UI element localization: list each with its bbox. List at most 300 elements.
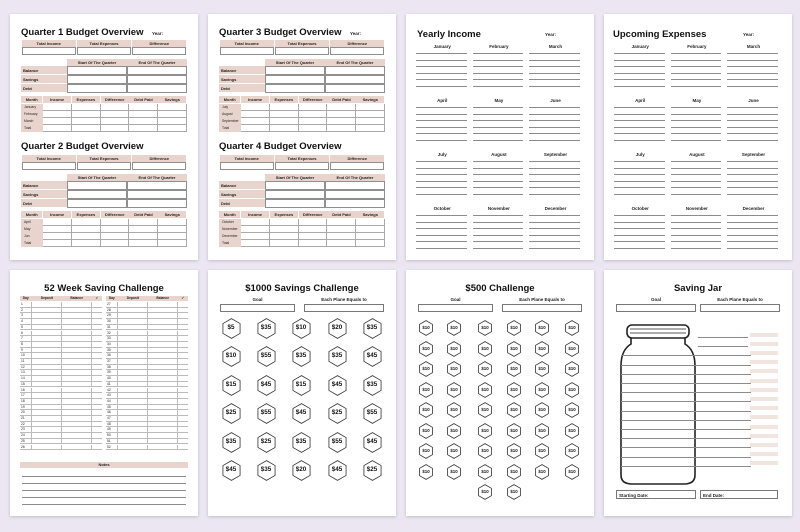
- table-cell[interactable]: [241, 111, 270, 118]
- entry-line[interactable]: [727, 187, 778, 188]
- hexagon-cell[interactable]: [221, 375, 242, 396]
- entry-line[interactable]: [529, 241, 580, 242]
- entry-line[interactable]: [671, 168, 722, 169]
- entry-line[interactable]: [614, 228, 665, 229]
- hexagon-cell[interactable]: [291, 346, 312, 367]
- entry-line[interactable]: [727, 127, 778, 128]
- table-cell[interactable]: [299, 240, 328, 247]
- hexagon-cell[interactable]: [534, 341, 550, 357]
- hexagon-cell[interactable]: [418, 464, 434, 480]
- hexagon-cell[interactable]: [477, 484, 493, 500]
- end-date-box[interactable]: [700, 490, 778, 499]
- table-cell[interactable]: [43, 111, 72, 118]
- table-cell[interactable]: [129, 219, 158, 226]
- hexagon-cell[interactable]: [256, 403, 277, 424]
- table-cell[interactable]: [72, 118, 101, 125]
- table-cell[interactable]: [356, 111, 385, 118]
- table-cell[interactable]: [43, 226, 72, 233]
- entry-line[interactable]: [671, 181, 722, 182]
- hexagon-cell[interactable]: [506, 382, 522, 398]
- hexagon-cell[interactable]: [221, 318, 242, 339]
- hexagon-cell[interactable]: [446, 443, 462, 459]
- table-cell[interactable]: [241, 104, 270, 111]
- table-cell[interactable]: [72, 233, 101, 240]
- entry-line[interactable]: [614, 60, 665, 61]
- entry-line[interactable]: [473, 222, 524, 223]
- table-cell[interactable]: [158, 125, 187, 132]
- entry-line[interactable]: [473, 73, 524, 74]
- entry-line[interactable]: [614, 235, 665, 236]
- hexagon-cell[interactable]: [506, 464, 522, 480]
- entry-line[interactable]: [416, 79, 467, 80]
- table-cell[interactable]: [356, 125, 385, 132]
- entry-line[interactable]: [529, 215, 580, 216]
- table-cell[interactable]: [241, 240, 270, 247]
- table-cell[interactable]: [158, 104, 187, 111]
- entry-line[interactable]: [671, 107, 722, 108]
- entry-line[interactable]: [473, 181, 524, 182]
- entry-line[interactable]: [671, 140, 722, 141]
- entry-line[interactable]: [671, 228, 722, 229]
- table-cell[interactable]: [101, 125, 130, 132]
- entry-line[interactable]: [416, 107, 467, 108]
- hexagon-cell[interactable]: [362, 375, 383, 396]
- entry-line[interactable]: [671, 187, 722, 188]
- entry-line[interactable]: [727, 86, 778, 87]
- entry-line[interactable]: [529, 133, 580, 134]
- entry-line[interactable]: [671, 161, 722, 162]
- entry-line[interactable]: [727, 222, 778, 223]
- table-cell[interactable]: [43, 233, 72, 240]
- table-cell[interactable]: [327, 125, 356, 132]
- table-cell[interactable]: [356, 226, 385, 233]
- table-cell[interactable]: [270, 118, 299, 125]
- hexagon-cell[interactable]: [564, 402, 580, 418]
- notes-line[interactable]: [22, 504, 186, 505]
- entry-line[interactable]: [671, 79, 722, 80]
- table-cell[interactable]: [129, 233, 158, 240]
- start-field[interactable]: [67, 181, 127, 190]
- table-cell[interactable]: [299, 226, 328, 233]
- entry-line[interactable]: [727, 79, 778, 80]
- entry-line[interactable]: [614, 140, 665, 141]
- entry-line[interactable]: [473, 241, 524, 242]
- entry-line[interactable]: [614, 53, 665, 54]
- entry-line[interactable]: [727, 66, 778, 67]
- table-cell[interactable]: [270, 240, 299, 247]
- entry-line[interactable]: [416, 140, 467, 141]
- hexagon-cell[interactable]: [256, 318, 277, 339]
- end-field[interactable]: [325, 181, 385, 190]
- entry-line[interactable]: [671, 133, 722, 134]
- entry-line[interactable]: [614, 161, 665, 162]
- table-cell[interactable]: [241, 233, 270, 240]
- entry-line[interactable]: [671, 53, 722, 54]
- jar-entry-line[interactable]: [621, 374, 751, 375]
- table-cell[interactable]: [241, 125, 270, 132]
- table-cell[interactable]: [72, 104, 101, 111]
- entry-line[interactable]: [529, 222, 580, 223]
- deposit-cell[interactable]: [118, 445, 148, 451]
- entry-line[interactable]: [416, 66, 467, 67]
- hexagon-cell[interactable]: [564, 320, 580, 336]
- hexagon-cell[interactable]: [418, 361, 434, 377]
- hexagon-cell[interactable]: [221, 403, 242, 424]
- entry-line[interactable]: [727, 107, 778, 108]
- hexagon-cell[interactable]: [564, 382, 580, 398]
- hexagon-cell[interactable]: [506, 423, 522, 439]
- entry-line[interactable]: [727, 60, 778, 61]
- entry-line[interactable]: [529, 228, 580, 229]
- start-field[interactable]: [265, 199, 325, 208]
- table-cell[interactable]: [270, 104, 299, 111]
- table-cell[interactable]: [270, 111, 299, 118]
- table-cell[interactable]: [72, 226, 101, 233]
- table-cell[interactable]: [270, 226, 299, 233]
- entry-line[interactable]: [473, 60, 524, 61]
- end-field[interactable]: [127, 190, 187, 199]
- entry-line[interactable]: [416, 235, 467, 236]
- entry-line[interactable]: [727, 114, 778, 115]
- hexagon-cell[interactable]: [221, 460, 242, 481]
- entry-line[interactable]: [529, 140, 580, 141]
- entry-line[interactable]: [473, 174, 524, 175]
- table-cell[interactable]: [129, 111, 158, 118]
- hexagon-cell[interactable]: [291, 375, 312, 396]
- hexagon-cell[interactable]: [477, 361, 493, 377]
- table-cell[interactable]: [299, 219, 328, 226]
- entry-line[interactable]: [416, 60, 467, 61]
- hexagon-cell[interactable]: [564, 423, 580, 439]
- entry-line[interactable]: [529, 127, 580, 128]
- table-cell[interactable]: [101, 233, 130, 240]
- hexagon-cell[interactable]: [327, 460, 348, 481]
- table-cell[interactable]: [43, 125, 72, 132]
- entry-line[interactable]: [529, 53, 580, 54]
- hexagon-cell[interactable]: [506, 320, 522, 336]
- jar-entry-line[interactable]: [698, 337, 748, 338]
- table-cell[interactable]: [356, 219, 385, 226]
- end-field[interactable]: [325, 66, 385, 75]
- table-cell[interactable]: [327, 118, 356, 125]
- entry-line[interactable]: [614, 241, 665, 242]
- entry-line[interactable]: [529, 107, 580, 108]
- entry-line[interactable]: [416, 222, 467, 223]
- summary-field[interactable]: [22, 162, 76, 170]
- table-cell[interactable]: [327, 240, 356, 247]
- jar-entry-line[interactable]: [698, 346, 748, 347]
- entry-line[interactable]: [671, 194, 722, 195]
- start-field[interactable]: [67, 84, 127, 93]
- end-field[interactable]: [127, 66, 187, 75]
- hexagon-cell[interactable]: [327, 375, 348, 396]
- hexagon-cell[interactable]: [534, 320, 550, 336]
- hexagon-cell[interactable]: [446, 341, 462, 357]
- table-cell[interactable]: [158, 240, 187, 247]
- table-cell[interactable]: [43, 219, 72, 226]
- entry-line[interactable]: [473, 120, 524, 121]
- entry-line[interactable]: [529, 161, 580, 162]
- end-field[interactable]: [325, 190, 385, 199]
- jar-entry-line[interactable]: [621, 438, 751, 439]
- entry-line[interactable]: [671, 215, 722, 216]
- starting-date-box[interactable]: [616, 490, 696, 499]
- hexagon-cell[interactable]: [446, 423, 462, 439]
- table-cell[interactable]: [327, 233, 356, 240]
- end-field[interactable]: [325, 84, 385, 93]
- entry-line[interactable]: [614, 194, 665, 195]
- entry-line[interactable]: [671, 66, 722, 67]
- hexagon-cell[interactable]: [362, 460, 383, 481]
- table-cell[interactable]: [356, 118, 385, 125]
- hexagon-cell[interactable]: [362, 432, 383, 453]
- table-cell[interactable]: [129, 125, 158, 132]
- jar-entry-line[interactable]: [621, 383, 751, 384]
- entry-line[interactable]: [473, 168, 524, 169]
- entry-line[interactable]: [529, 120, 580, 121]
- entry-line[interactable]: [473, 187, 524, 188]
- entry-line[interactable]: [416, 120, 467, 121]
- entry-line[interactable]: [416, 86, 467, 87]
- jar-entry-line[interactable]: [621, 411, 751, 412]
- hexagon-cell[interactable]: [291, 403, 312, 424]
- summary-field[interactable]: [330, 47, 384, 55]
- notes-line[interactable]: [22, 490, 186, 491]
- hexagon-cell[interactable]: [446, 402, 462, 418]
- entry-line[interactable]: [614, 73, 665, 74]
- entry-line[interactable]: [671, 222, 722, 223]
- hexagon-cell[interactable]: [418, 443, 434, 459]
- hexagon-cell[interactable]: [564, 443, 580, 459]
- table-cell[interactable]: [158, 219, 187, 226]
- entry-line[interactable]: [529, 114, 580, 115]
- table-cell[interactable]: [129, 118, 158, 125]
- table-cell[interactable]: [72, 125, 101, 132]
- hexagon-cell[interactable]: [506, 341, 522, 357]
- table-cell[interactable]: [158, 118, 187, 125]
- hexagon-cell[interactable]: [256, 346, 277, 367]
- hexagon-cell[interactable]: [506, 484, 522, 500]
- table-cell[interactable]: [270, 233, 299, 240]
- entry-line[interactable]: [529, 73, 580, 74]
- entry-line[interactable]: [529, 174, 580, 175]
- entry-line[interactable]: [529, 235, 580, 236]
- summary-field[interactable]: [77, 47, 131, 55]
- table-cell[interactable]: [101, 219, 130, 226]
- hexagon-cell[interactable]: [221, 346, 242, 367]
- table-cell[interactable]: [72, 219, 101, 226]
- entry-line[interactable]: [614, 187, 665, 188]
- end-field[interactable]: [127, 75, 187, 84]
- entry-line[interactable]: [416, 114, 467, 115]
- hexagon-cell[interactable]: [506, 443, 522, 459]
- entry-line[interactable]: [727, 73, 778, 74]
- jar-entry-line[interactable]: [621, 392, 751, 393]
- entry-line[interactable]: [671, 174, 722, 175]
- entry-line[interactable]: [671, 86, 722, 87]
- balance-cell[interactable]: [148, 445, 178, 451]
- table-cell[interactable]: [72, 240, 101, 247]
- end-field[interactable]: [127, 84, 187, 93]
- table-cell[interactable]: [299, 125, 328, 132]
- hexagon-cell[interactable]: [327, 346, 348, 367]
- summary-field[interactable]: [77, 162, 131, 170]
- table-cell[interactable]: [129, 240, 158, 247]
- hexagon-cell[interactable]: [477, 443, 493, 459]
- table-cell[interactable]: [327, 226, 356, 233]
- entry-line[interactable]: [671, 73, 722, 74]
- table-cell[interactable]: [270, 125, 299, 132]
- start-field[interactable]: [67, 190, 127, 199]
- entry-line[interactable]: [727, 194, 778, 195]
- table-cell[interactable]: [72, 111, 101, 118]
- hexagon-cell[interactable]: [327, 432, 348, 453]
- summary-field[interactable]: [22, 47, 76, 55]
- table-cell[interactable]: [299, 233, 328, 240]
- entry-line[interactable]: [614, 168, 665, 169]
- jar-entry-line[interactable]: [621, 355, 751, 356]
- table-cell[interactable]: [241, 219, 270, 226]
- hexagon-cell[interactable]: [534, 443, 550, 459]
- end-field[interactable]: [325, 199, 385, 208]
- entry-line[interactable]: [416, 174, 467, 175]
- hexagon-cell[interactable]: [418, 341, 434, 357]
- hexagon-cell[interactable]: [256, 432, 277, 453]
- entry-line[interactable]: [416, 248, 467, 249]
- entry-line[interactable]: [416, 168, 467, 169]
- entry-line[interactable]: [727, 161, 778, 162]
- hexagon-cell[interactable]: [477, 402, 493, 418]
- summary-field[interactable]: [275, 47, 329, 55]
- start-field[interactable]: [265, 181, 325, 190]
- hexagon-cell[interactable]: [446, 361, 462, 377]
- entry-line[interactable]: [473, 53, 524, 54]
- notes-line[interactable]: [22, 483, 186, 484]
- entry-line[interactable]: [473, 114, 524, 115]
- start-field[interactable]: [265, 190, 325, 199]
- hexagon-cell[interactable]: [506, 402, 522, 418]
- table-cell[interactable]: [101, 111, 130, 118]
- entry-line[interactable]: [473, 133, 524, 134]
- table-cell[interactable]: [129, 226, 158, 233]
- table-cell[interactable]: [270, 219, 299, 226]
- table-cell[interactable]: [43, 118, 72, 125]
- start-field[interactable]: [67, 75, 127, 84]
- hexagon-cell[interactable]: [534, 464, 550, 480]
- start-field[interactable]: [265, 75, 325, 84]
- table-cell[interactable]: [101, 118, 130, 125]
- entry-line[interactable]: [473, 235, 524, 236]
- summary-field[interactable]: [275, 162, 329, 170]
- start-field[interactable]: [67, 199, 127, 208]
- entry-line[interactable]: [614, 174, 665, 175]
- hexagon-cell[interactable]: [534, 402, 550, 418]
- jar-entry-line[interactable]: [621, 429, 751, 430]
- table-cell[interactable]: [158, 226, 187, 233]
- hexagon-cell[interactable]: [446, 382, 462, 398]
- hexagon-cell[interactable]: [534, 382, 550, 398]
- hexagon-cell[interactable]: [362, 346, 383, 367]
- entry-line[interactable]: [727, 53, 778, 54]
- hexagon-cell[interactable]: [477, 464, 493, 480]
- entry-line[interactable]: [614, 86, 665, 87]
- check-cell[interactable]: [92, 445, 102, 451]
- entry-line[interactable]: [529, 181, 580, 182]
- entry-line[interactable]: [727, 120, 778, 121]
- table-cell[interactable]: [43, 104, 72, 111]
- entry-line[interactable]: [529, 248, 580, 249]
- end-field[interactable]: [325, 75, 385, 84]
- summary-field[interactable]: [132, 47, 186, 55]
- entry-line[interactable]: [727, 235, 778, 236]
- balance-cell[interactable]: [62, 445, 92, 451]
- hexagon-cell[interactable]: [362, 318, 383, 339]
- entry-line[interactable]: [529, 79, 580, 80]
- deposit-cell[interactable]: [32, 445, 62, 451]
- entry-line[interactable]: [529, 168, 580, 169]
- hexagon-cell[interactable]: [418, 423, 434, 439]
- hexagon-cell[interactable]: [564, 464, 580, 480]
- entry-line[interactable]: [671, 248, 722, 249]
- table-cell[interactable]: [356, 233, 385, 240]
- summary-field[interactable]: [220, 47, 274, 55]
- hexagon-cell[interactable]: [446, 464, 462, 480]
- entry-line[interactable]: [416, 228, 467, 229]
- entry-line[interactable]: [473, 66, 524, 67]
- notes-line[interactable]: [22, 497, 186, 498]
- table-cell[interactable]: [327, 219, 356, 226]
- entry-line[interactable]: [529, 194, 580, 195]
- entry-line[interactable]: [614, 120, 665, 121]
- hexagon-cell[interactable]: [256, 460, 277, 481]
- entry-line[interactable]: [727, 248, 778, 249]
- hexagon-cell[interactable]: [477, 382, 493, 398]
- table-cell[interactable]: [299, 118, 328, 125]
- summary-field[interactable]: [330, 162, 384, 170]
- entry-line[interactable]: [614, 127, 665, 128]
- entry-line[interactable]: [614, 222, 665, 223]
- entry-line[interactable]: [614, 107, 665, 108]
- summary-field[interactable]: [220, 162, 274, 170]
- summary-field[interactable]: [132, 162, 186, 170]
- table-cell[interactable]: [327, 111, 356, 118]
- end-field[interactable]: [127, 199, 187, 208]
- entry-line[interactable]: [727, 241, 778, 242]
- entry-line[interactable]: [614, 114, 665, 115]
- table-cell[interactable]: [299, 111, 328, 118]
- entry-line[interactable]: [614, 181, 665, 182]
- table-cell[interactable]: [158, 233, 187, 240]
- entry-line[interactable]: [416, 181, 467, 182]
- hexagon-cell[interactable]: [564, 361, 580, 377]
- entry-line[interactable]: [614, 215, 665, 216]
- hexagon-cell[interactable]: [221, 432, 242, 453]
- entry-line[interactable]: [416, 161, 467, 162]
- entry-line[interactable]: [614, 79, 665, 80]
- hexagon-cell[interactable]: [291, 460, 312, 481]
- hexagon-cell[interactable]: [418, 382, 434, 398]
- jar-entry-line[interactable]: [621, 466, 751, 467]
- entry-line[interactable]: [671, 127, 722, 128]
- hexagon-cell[interactable]: [477, 341, 493, 357]
- entry-line[interactable]: [671, 60, 722, 61]
- table-cell[interactable]: [101, 226, 130, 233]
- start-field[interactable]: [265, 66, 325, 75]
- entry-line[interactable]: [614, 248, 665, 249]
- entry-line[interactable]: [727, 228, 778, 229]
- entry-line[interactable]: [671, 120, 722, 121]
- hexagon-cell[interactable]: [418, 402, 434, 418]
